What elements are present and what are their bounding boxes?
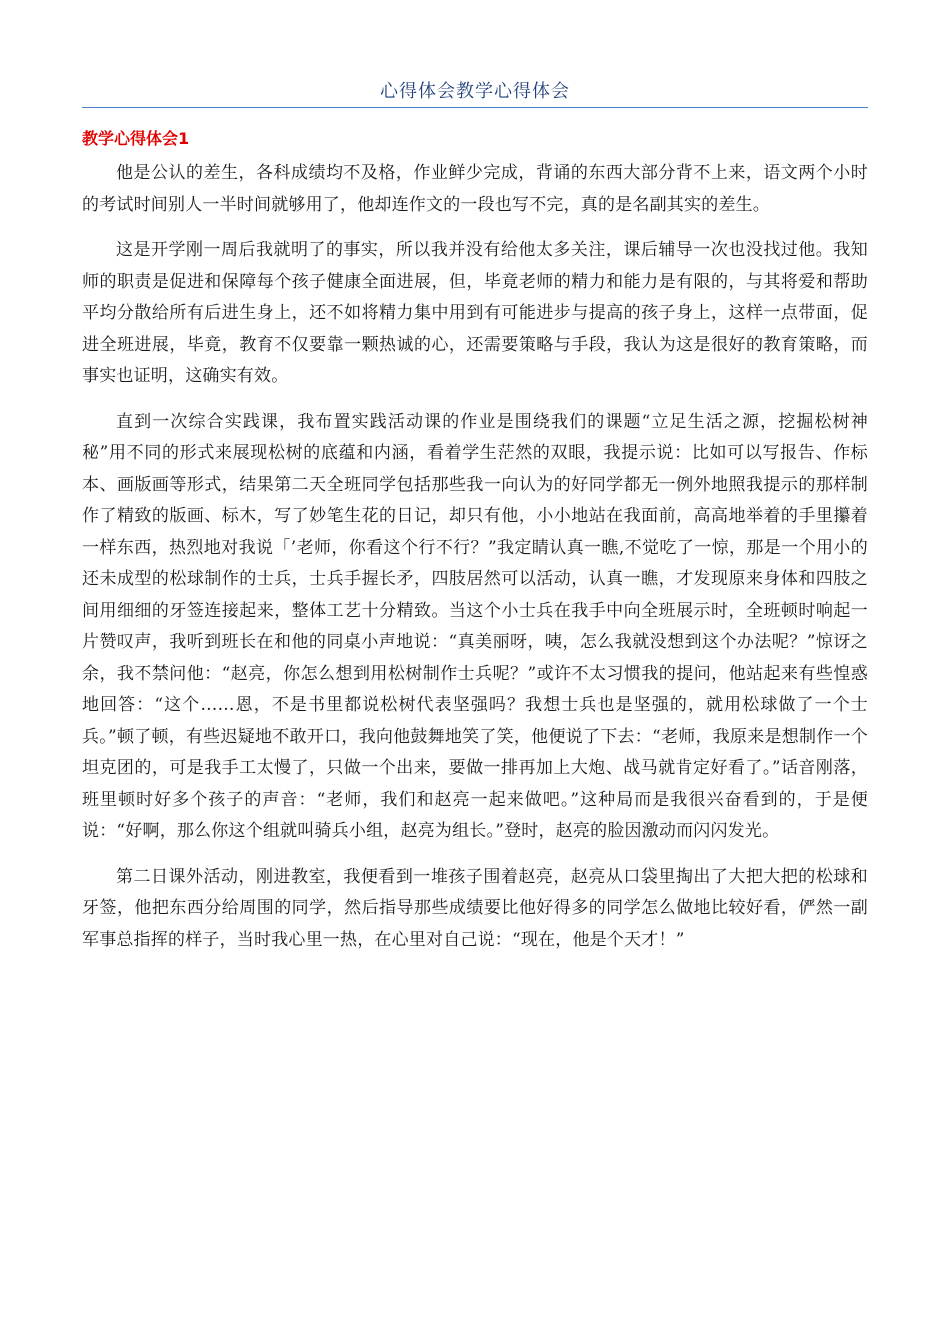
paragraph-3: 直到一次综合实践课，我布置实践活动课的作业是围绕我们的课题“立足生活之源，挖掘松树神秘”用不同的形式来展现松树的底蕴和内涵，看着学生茫然的双眼，我提示说：比如可以写报告、作标本、画版画等形式，结果第二天全班同学包括那些我一向认为的好同学都无一例外地照我提示的那样制作了精致的版画、标木，写了妙笔生花的日记，却只有他，小小地站在我面前，高高地举着的手里攥着一样东西，热烈地对我说「’老师，你看这个行不行？”我定睛认真一瞧,不觉吃了一惊，那是一个用小的还未成型的松球制作的士兵，士兵手握长矛，四肢居然可以活动，认真一瞧，才发现原来身体和四肢之间用细细的牙签连接起来，整体工艺十分精致。当这个小士兵在我手中向全班展示时，全班顿时响起一片赞叹声，我听到班长在和他的同桌小声地说：“真美丽呀，咦，怎么我就没想到这个办法呢？”惊讶之余，我不禁问他：“赵亮，你怎么想到用松树制作士兵呢？”或许不太习惯我的提问，他站起来有些惶惑地回答：“这个……恩，不是书里都说松树代表坚强吗？我想士兵也是坚强的，就用松球做了一个士兵。”顿了顿，有些迟疑地不敢开口，我向他鼓舞地笑了笑，他便说了下去：“老师，我原来是想制作一个坦克团的，可是我手工太慢了，只做一个出来，要做一排再加上大炮、战马就肯定好看了。”话音刚落，班里顿时好多个孩子的声音：“老师，我们和赵亮一起来做吧。”这种局而是我很兴奋看到的，于是便说：“好啊，那么你这个组就叫骑兵小组，赵亮为组长。”登时，赵亮的脸因激动而闪闪发光。 xyxy=(82,411,868,841)
body-text xyxy=(82,158,868,970)
paragraph-2: 这是开学刚一周后我就明了的事实，所以我并没有给他太多关注，课后辅导一次也没找过他。我知师的职责是促进和保障每个孩子健康全面进展，但，毕竟老师的精力和能力是有限的，与其将爱和帮助平均分散给所有后进生身上，还不如将精力集中用到有可能进步与提高的孩子身上，这样一点带面，促进全班进展，毕竟，教育不仅要靠一颗热诚的心，还需要策略与手段，我认为这是很好的教育策略，而事实也证明，这确实有效。 xyxy=(82,240,868,386)
title-divider xyxy=(82,107,868,108)
section-heading: 教学心得体会1 xyxy=(82,129,190,148)
paragraph-1: 他是公认的差生，各科成绩均不及格，作业鲜少完成，背诵的东西大部分背不上来，语文两个小时的考试时间别人一半时间就够用了，他却连作文的一段也写不完，真的是名副其实的差生。 xyxy=(82,163,868,215)
document-title: 心得体会教学心得体会 xyxy=(380,81,570,102)
paragraph-4: 第二日课外活动，刚进教室，我便看到一堆孩子围着赵亮，赵亮从口袋里掏出了大把大把的松球和牙签，他把东西分给周围的同学，然后指导那些成绩要比他好得多的同学怎么做地比较好看，俨然一副军事总指挥的样子，当时我心里一热，在心里对自己说：“现在，他是个天才！” xyxy=(82,866,868,950)
